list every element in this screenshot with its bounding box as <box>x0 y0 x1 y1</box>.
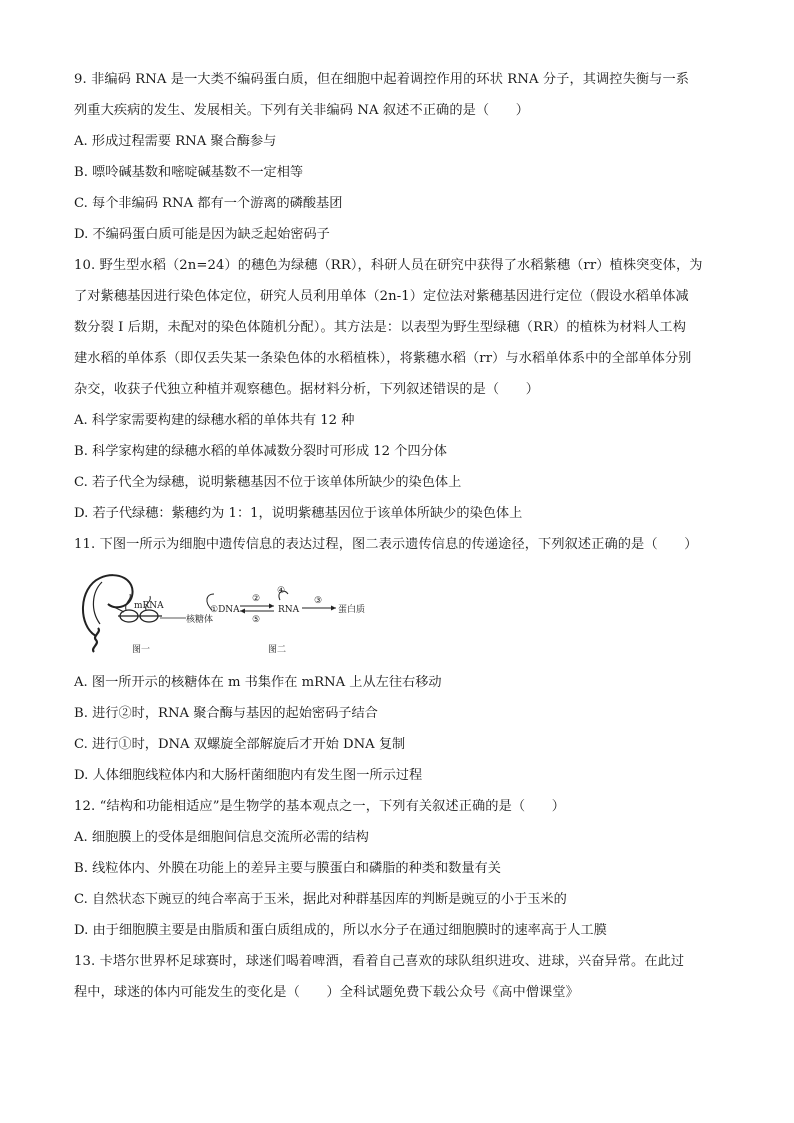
mrna-pointer <box>108 604 124 612</box>
q12-option-c: C. 自然状态下豌豆的纯合率高于玉米，据此对种群基因库的判断是豌豆的小于玉米的 <box>74 892 567 907</box>
q11-stem: 11. 下图一所示为细胞中遗传信息的表达过程，图二表示遗传信息的传递途径，下列叙述正确的是（ ） <box>74 537 698 552</box>
q9-stem-line-1: 9. 非编码 RNA 是一大类不编码蛋白质，但在细胞中起着调控作用的环状 RNA 分子，其调控失衡与一系 <box>74 72 690 87</box>
ribosome-label: 核糖体 <box>186 615 214 625</box>
q11-option-a: A. 图一所开示的核糖体在 m 书集作在 mRNA 上从左往右移动 <box>74 675 442 690</box>
q9-option-d: D. 不编码蛋白质可能是因为缺乏起始密码子 <box>74 227 330 242</box>
q10-stem-line-3: 数分裂 I 后期，未配对的染色体随机分配）。其方法是：以表型为野生型绿穗（RR）的植株为材料人工构 <box>74 320 686 335</box>
q10-option-a: A. 科学家需要构建的绿穗水稻的单体共有 12 种 <box>74 413 355 428</box>
protein-label: 蛋白质 <box>338 605 366 615</box>
q10-option-b: B. 科学家构建的绿穗水稻的单体减数分裂时可形成 12 个四分体 <box>74 444 447 459</box>
figure-one <box>83 575 213 655</box>
q13-stem-line-1: 13. 卡塔尔世界杯足球赛时，球迷们喝着啤酒，看着自己喜欢的球队组织进攻、进球，兴奋异常。在此过 <box>74 954 685 969</box>
process-2-label: ② <box>252 594 261 604</box>
arrow-head-icon <box>331 606 336 611</box>
q12-stem: 12. “结构和功能相适应”是生物学的基本观点之一，下列有关叙述正确的是（ ） <box>74 799 566 814</box>
q9-option-a: A. 形成过程需要 RNA 聚合酶参与 <box>74 134 277 149</box>
process-4-label: ④ <box>277 586 286 596</box>
q10-option-c: C. 若子代全为绿穗，说明紫穗基因不位于该单体所缺少的染色体上 <box>74 475 462 490</box>
dna-strand-icon <box>83 575 133 636</box>
arrow-head-icon <box>269 604 274 609</box>
q10-stem-line-5: 杂交，收获子代独立种植并观察穗色。据材料分析，下列叙述错误的是（ ） <box>74 382 540 397</box>
figure-two <box>207 586 365 655</box>
q13-stem-line-2: 程中，球迷的体内可能发生的变化是（ ）全科试题免费下载公众号《高中僧课堂》 <box>74 985 579 1000</box>
dna-inner-strand-icon <box>93 582 102 624</box>
q10-stem-line-2: 了对紫穗基因进行染色体定位，研究人员利用单体（2n-1）定位法对紫穗基因进行定位（假设水稻单体减 <box>74 289 689 304</box>
process-3-label: ③ <box>314 596 323 606</box>
arrow-head-icon <box>240 609 245 614</box>
figure-one-caption: 图一 <box>132 645 151 655</box>
q11-option-b: B. 进行②时，RNA 聚合酶与基因的起始密码子结合 <box>74 706 378 721</box>
q12-option-d: D. 由于细胞膜主要是由脂质和蛋白质组成的，所以水分子在通过细胞膜时的速率高于人工膜 <box>74 923 607 938</box>
q12-option-a: A. 细胞膜上的受体是细胞间信息交流所必需的结构 <box>74 830 369 845</box>
q10-stem-line-4: 建水稻的单体系（即仅丢失某一条染色体的水稻植株），将紫穗水稻（rr）与水稻单体系中的全部单体分别 <box>74 351 692 366</box>
q10-stem-line-1: 10. 野生型水稻（2n=24）的穗色为绿穗（RR），科研人员在研究中获得了水稻紫穗（rr）植株突变体，为 <box>74 258 703 273</box>
q11-option-d: D. 人体细胞线粒体内和大肠杆菌细胞内有发生图一所示过程 <box>74 768 423 783</box>
q12-option-b: B. 线粒体内、外膜在功能上的差异主要与膜蛋白和磷脂的种类和数量有关 <box>74 861 501 876</box>
dna-helix-icon <box>93 628 99 652</box>
mrna-label: mRNA <box>134 601 164 611</box>
q9-option-c: C. 每个非编码 RNA 都有一个游离的磷酸基团 <box>74 196 343 211</box>
q11-figure <box>74 566 374 658</box>
rna-label: RNA <box>278 605 300 615</box>
dna-label: ①DNA <box>210 605 240 615</box>
q9-stem-line-2: 列重大疾病的发生、发展相关。下列有关非编码 NA 叙述不正确的是（ ） <box>74 103 530 118</box>
gene-expression-diagram <box>74 566 374 658</box>
q10-option-d: D. 若子代绿穗：紫穗约为 1：1，说明紫穗基因位于该单体所缺少的染色体上 <box>74 506 523 521</box>
q9-option-b: B. 嘌呤碱基数和嘧啶碱基数不一定相等 <box>74 165 304 180</box>
figure-two-caption: 图二 <box>268 645 287 655</box>
process-5-label: ⑤ <box>252 615 261 625</box>
q11-option-c: C. 进行①时，DNA 双螺旋全部解旋后才开始 DNA 复制 <box>74 737 406 752</box>
